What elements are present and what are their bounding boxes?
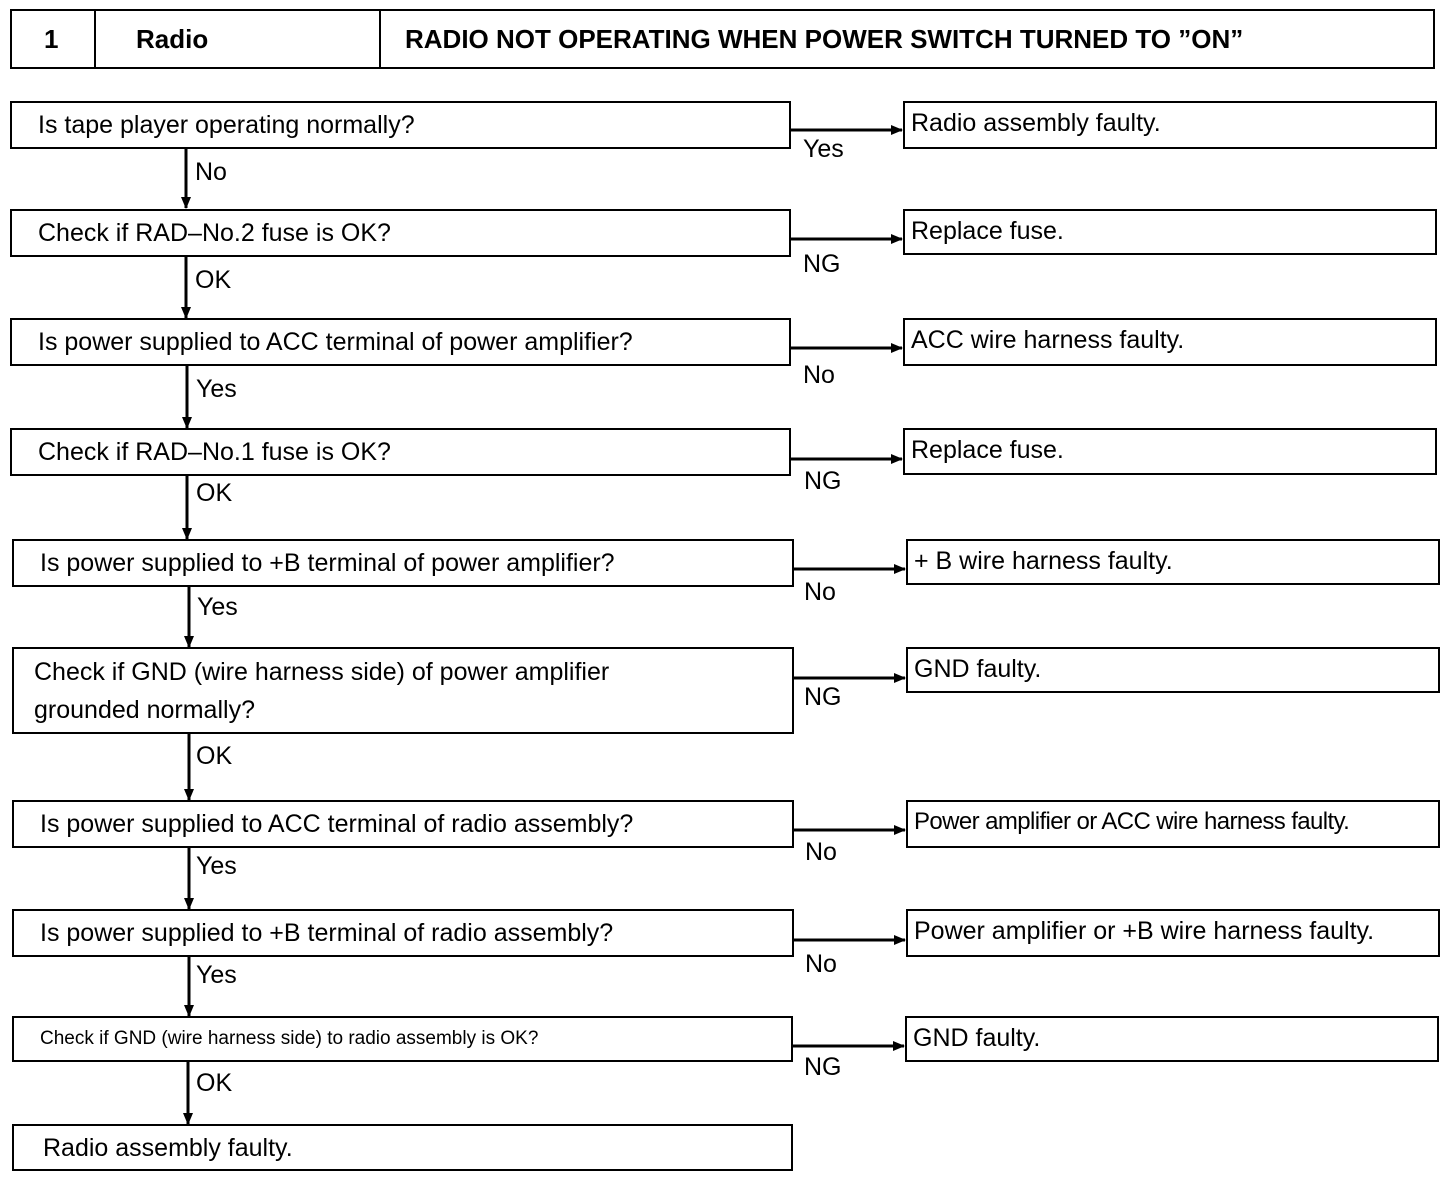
question-box-6: Check if GND (wire harness side) of power amplifier grounded normally? [12, 647, 794, 734]
header-system: Radio [96, 11, 381, 67]
next-label-2: OK [195, 266, 232, 294]
branch-label-6: NG [804, 683, 842, 711]
question-box-3: Is power supplied to ACC terminal of power amplifier? [10, 318, 791, 366]
result-box-8: Power amplifier or +B wire harness faulty. [906, 909, 1440, 957]
branch-label-5: No [804, 578, 836, 606]
branch-label-7: No [805, 838, 837, 866]
result-box-6: GND faulty. [906, 647, 1440, 693]
next-label-1: No [195, 158, 227, 186]
question-box-1: Is tape player operating normally? [10, 101, 791, 149]
next-label-8: Yes [196, 961, 237, 989]
next-label-7: Yes [196, 852, 237, 880]
branch-label-8: No [805, 950, 837, 978]
next-label-9: OK [196, 1069, 233, 1097]
question-box-4: Check if RAD–No.1 fuse is OK? [10, 428, 791, 476]
result-box-5: + B wire harness faulty. [906, 539, 1440, 585]
result-box-7: Power amplifier or ACC wire harness faulty. [906, 800, 1440, 848]
branch-label-1: Yes [803, 135, 844, 163]
result-box-2: Replace fuse. [903, 209, 1437, 255]
question-box-8: Is power supplied to +B terminal of radio assembly? [12, 909, 794, 957]
result-box-1: Radio assembly faulty. [903, 101, 1437, 149]
result-box-3: ACC wire harness faulty. [903, 318, 1437, 366]
question-box-9: Check if GND (wire harness side) to radio assembly is OK? [12, 1016, 793, 1062]
question-box-5: Is power supplied to +B terminal of power amplifier? [12, 539, 794, 587]
question-box-7: Is power supplied to ACC terminal of radio assembly? [12, 800, 794, 848]
branch-label-3: No [803, 361, 835, 389]
question-box-2: Check if RAD–No.2 fuse is OK? [10, 209, 791, 257]
result-box-4: Replace fuse. [903, 428, 1437, 475]
next-label-5: Yes [197, 593, 238, 621]
branch-label-4: NG [804, 467, 842, 495]
header-symptom: RADIO NOT OPERATING WHEN POWER SWITCH TURNED TO ”ON” [405, 23, 1244, 54]
next-label-3: Yes [196, 375, 237, 403]
header-number: 1 [12, 11, 96, 67]
final-result-box: Radio assembly faulty. [12, 1124, 793, 1171]
branch-label-9: NG [804, 1053, 842, 1081]
next-label-6: OK [196, 742, 233, 770]
result-box-9: GND faulty. [905, 1016, 1439, 1062]
next-label-4: OK [196, 479, 233, 507]
branch-label-2: NG [803, 250, 841, 278]
